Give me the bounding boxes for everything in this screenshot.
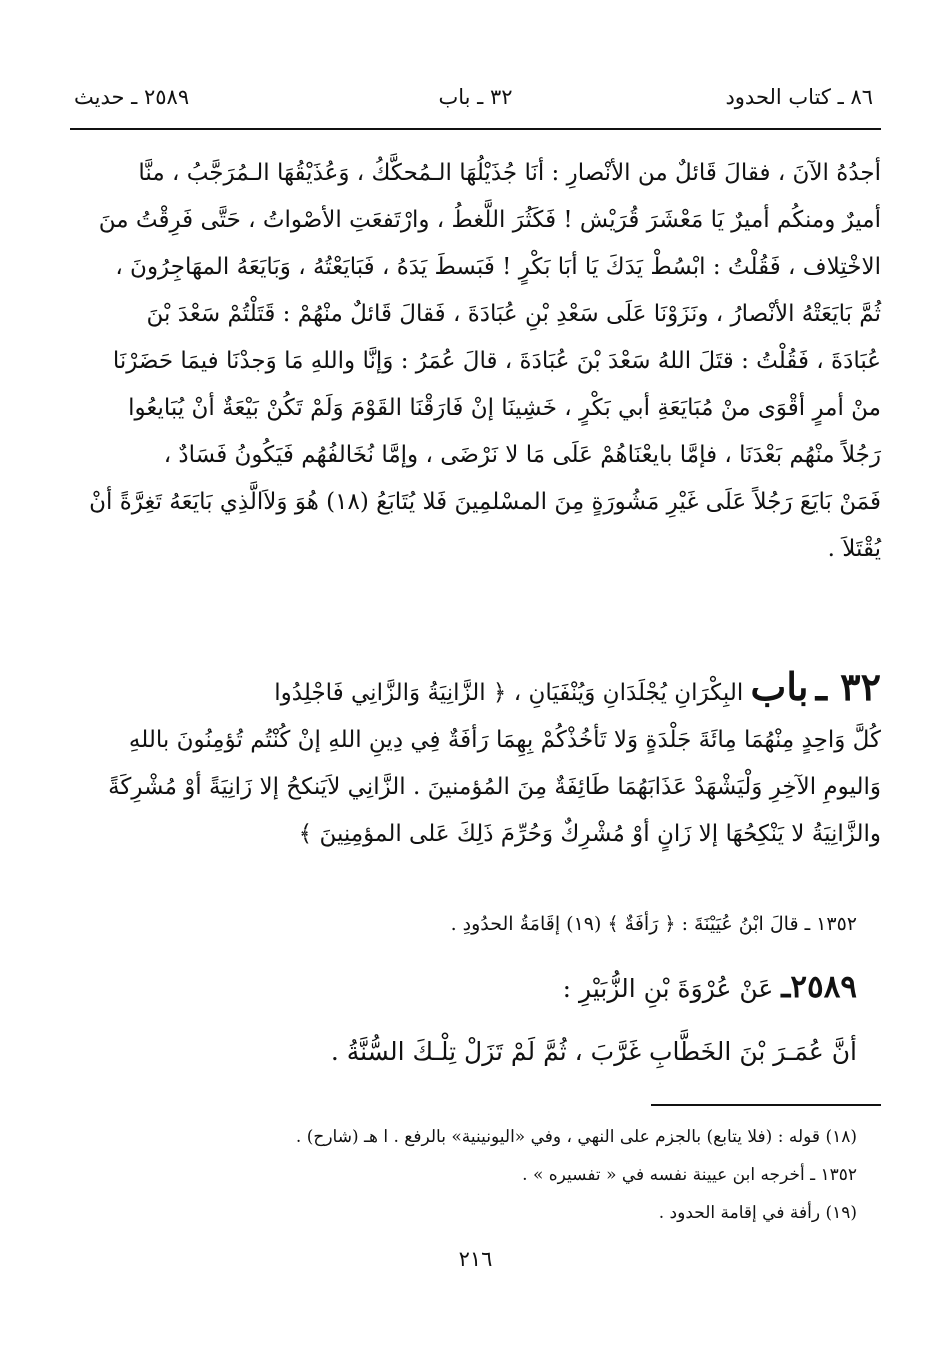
text-line: فَمَنْ بَايَعَ رَجُلاً عَلَى غَيْرِ مَشُورَةٍ مِنَ المسْلمِينَ فَلا يُتَابَعُ (١٨) هُوَ وَلاَالَّذِي بَايَعَهُ تَغِرَّةً أنْ <box>89 489 881 515</box>
chapter-number: ٣٢ ـ <box>815 664 881 709</box>
hadith-heading <box>68 965 857 1011</box>
footnote: (١٨) قوله : (فلا يتابع) بالجزم على النهي ، وفي «اليونينية» بالرفع . ا هـ (شارح) . <box>295 1127 857 1147</box>
text-line: الاخْتِلاف ، فَقُلْتُ : ابْسُطْ يَدَكَ يَا أبَا بَكْرٍ ! فَبَسطَ يَدَهُ ، فَبَايَعْتُهُ ، وَبَايَعَهُ المهَاجِرُونَ ، <box>115 254 881 280</box>
footnote: ١٣٥٢ ـ أخرجه ابن عيينة نفسه في « تفسيره » . <box>522 1165 857 1185</box>
text-line: يُقْتَلاَ . <box>827 536 881 562</box>
hadith-number: ٢٥٨٩ـ <box>781 969 857 1005</box>
hadith-narrator: عَنْ عُرْوَةَ بْنِ الزُّبَيْرِ : <box>562 974 774 1003</box>
header-chapter: ٣٢ ـ باب <box>438 85 513 109</box>
header-book-title: ٨٦ ـ كتاب الحدود <box>725 85 873 109</box>
chapter-section <box>68 663 881 858</box>
commentary-note: ١٣٥٢ ـ قالَ ابْنُ عُيَيْنَةَ : ﴿ رَأفَةٌ ﴾ (١٩) إقَامَةُ الحدُودِ . <box>450 913 857 935</box>
main-text <box>68 150 881 573</box>
header-hadith-number: ٢٥٨٩ ـ حديث <box>74 85 190 109</box>
text-line: رَجُلاً منْهُم بَعْدَنَا ، فإمَّا بايعْنَاهُمْ عَلَى مَا لا نَرْضَى ، وإمَّا نُخَالفُهُم فَيَكُونُ فَسَادٌ ، <box>163 442 881 468</box>
hadith-text: أنَّ عُمَـرَ بْنَ الخَطَّابِ غَرَّبَ ، ثُمَّ لَمْ تَزَلْ تِلْـكَ السُّنَّةُ . <box>330 1037 857 1066</box>
verse-line: والزَّانِيَةُ لا يَنْكِحُهَا إلا زَانٍ أوْ مُشْرِكٌ وَحُرِّمَ ذَلِكَ عَلى المؤمِنِينَ ﴾ <box>298 821 881 847</box>
page-number: ٢١٦ <box>458 1247 493 1271</box>
text-line: منْ أمرٍ أقْوَى منْ مُبَايَعَةِ أبي بَكْرٍ ، خَشِينَا إنْ فَارَقْنَا القَوْمَ وَلَمْ تَكُنْ بَيْعَةٌ أنْ يُبَايعُوا <box>128 395 881 421</box>
text-line: أجدُهُ الآنَ ، فقالَ قَائلٌ من الأنْصارِ : أنَا جُذَيْلُهَا الـمُحكَّكُ ، وَعُذَيْقُهَا الـمُرَجَّبُ ، منَّا <box>138 160 881 186</box>
footnote-divider <box>651 1104 881 1106</box>
header-divider <box>70 128 881 130</box>
text-line: عُبَادَةَ ، فَقُلْتُ : قتَلَ اللهُ سَعْدَ بْنَ عُبَادَةَ ، قالَ عُمَرُ : وَإنَّا واللهِ مَا وَجدْنَا فيمَا حَضَرْنَا <box>112 348 881 374</box>
text-line: ثُمَّ بَايَعَتْهُ الأنْصارُ ، ونَزَوْنَا عَلَى سَعْدِ بْنِ عُبَادَةَ ، فَقالَ قَائلٌ منْهُمْ : قَتَلْتُمْ سَعْدَ بْنَ <box>146 301 881 327</box>
verse-line: كُلَّ وَاحِدٍ مِنْهُمَا مِائَةَ جَلْدَةٍ وَلا تَأخُذْكُمْ بِهِمَا رَأفَةٌ فِي دِينِ اللهِ إنْ كُنْتُم تُؤمِنُونَ باللهِ <box>128 727 881 753</box>
chapter-heading-line <box>68 663 881 717</box>
text-line: أميرٌ ومنكُم أميرٌ يَا مَعْشَرَ قُرَيْش ! فَكَثُرَ اللَّغطُ ، وارْتَفعَتِ الأصْواتُ ، حَتَّى فَرِقْتُ منَ <box>98 207 881 233</box>
footnotes <box>68 1118 857 1232</box>
chapter-title: البِكْرَانِ يُجْلَدَانِ وَيُنْفَيَانِ ، ﴿ الزَّانِيَةُ وَالزَّانِي فَاجْلِدُوا <box>274 680 744 706</box>
verse-line: وَاليومِ الآخِرِ وَلْيَشْهَدْ عَذَابَهُمَا طَائِفَةٌ مِنَ المُؤمنينَ . الزَّانِي لاَيَنكحُ إلا زَانِيَةً أوْ مُشْرِكَةً <box>108 774 881 800</box>
footnote: (١٩) رأفة في إقامة الحدود . <box>658 1203 857 1223</box>
chapter-word: باب <box>750 664 809 709</box>
